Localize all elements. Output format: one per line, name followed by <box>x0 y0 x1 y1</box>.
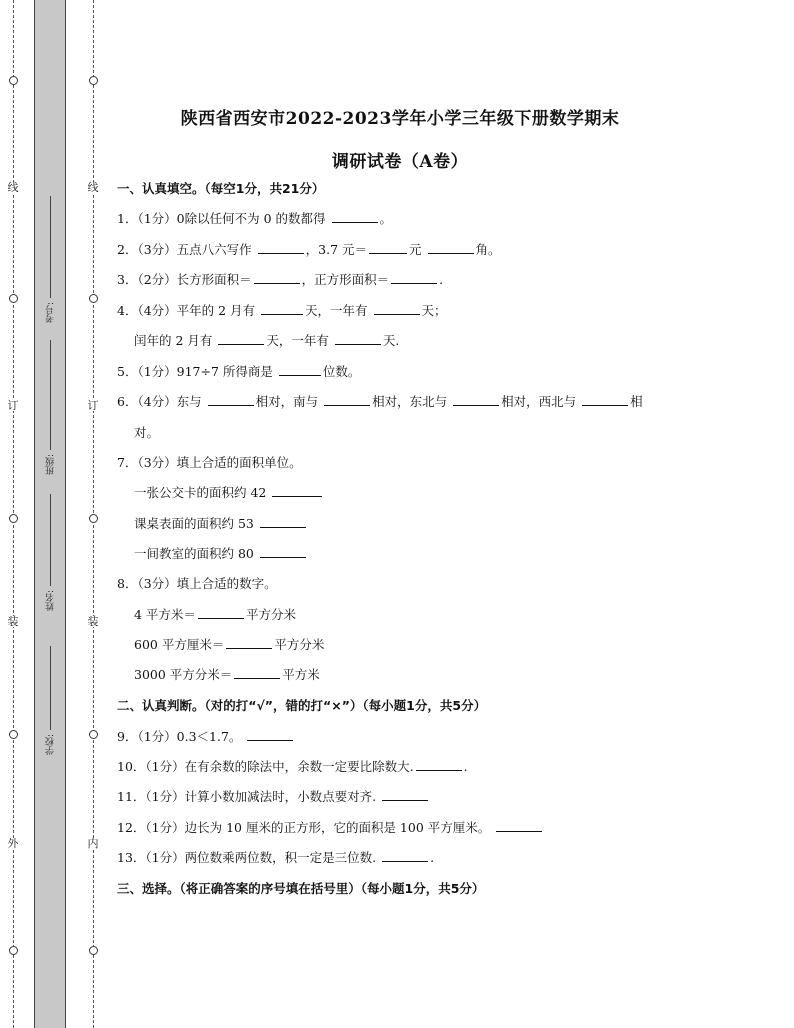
question-text: ，正方形面积＝ <box>301 272 390 287</box>
question-5 <box>117 365 360 379</box>
question-13 <box>117 851 434 865</box>
answer-blank[interactable] <box>247 730 293 741</box>
school-field[interactable] <box>40 646 60 755</box>
question-text: . <box>430 850 435 865</box>
binding-hole-icon <box>9 76 18 85</box>
question-text: 1．（1分）0除以任何不为 0 的数都得 <box>117 211 326 226</box>
answer-blank[interactable] <box>496 821 542 832</box>
answer-blank[interactable] <box>332 212 378 223</box>
question-text: 600 平方厘米＝ <box>134 637 225 652</box>
margin-char-ding: 订 <box>7 399 19 412</box>
question-text: 13．（1分）两位数乘两位数，积一定是三位数. <box>117 850 377 865</box>
margin-char-nei: 内 <box>87 837 99 850</box>
question-4 <box>117 304 447 318</box>
question-text: 。 <box>379 211 393 226</box>
margin-char-xian: 线 <box>7 181 19 194</box>
question-8-item <box>134 638 324 652</box>
answer-blank[interactable] <box>428 243 474 254</box>
question-text: 3000 平方分米＝ <box>134 667 233 682</box>
question-7: 7．（3分）填上合适的面积单位。 <box>117 455 302 470</box>
field-label: 考号: <box>45 302 56 324</box>
question-9 <box>117 730 295 744</box>
question-text: 2．（3分）五点八六写作 <box>117 242 252 257</box>
question-text: 相对，西北与 <box>501 394 577 409</box>
answer-blank[interactable] <box>391 273 437 284</box>
question-text: 12．（1分）边长为 10 厘米的正方形，它的面积是 100 平方厘米。 <box>117 820 491 835</box>
question-text: 6．（4分）东与 <box>117 394 202 409</box>
question-7-item <box>134 547 308 561</box>
field-label: 学校: <box>45 734 56 756</box>
question-text: 5．（1分）917÷7 所得商是 <box>117 364 273 379</box>
page-subtitle: 调研试卷（A卷） <box>331 152 469 172</box>
binding-hole-icon <box>9 730 18 739</box>
binding-hole-icon <box>89 730 98 739</box>
binding-hole-icon <box>9 514 18 523</box>
question-text: 一张公交卡的面积约 42 <box>134 485 267 500</box>
question-text: 4．（4分）平年的 2 月有 <box>117 303 256 318</box>
answer-blank[interactable] <box>369 243 407 254</box>
answer-blank[interactable] <box>279 365 321 376</box>
margin-char-wai: 外 <box>7 837 19 850</box>
exam-number-field[interactable] <box>40 196 60 323</box>
field-label: 班级: <box>45 454 56 476</box>
answer-blank[interactable] <box>198 608 244 619</box>
question-3 <box>117 273 443 287</box>
question-2 <box>117 243 501 257</box>
field-line <box>50 646 51 730</box>
margin-char-zhuang: 装 <box>7 615 19 628</box>
question-text: . <box>463 759 468 774</box>
answer-blank[interactable] <box>453 395 499 406</box>
answer-blank[interactable] <box>234 668 280 679</box>
question-text: 相 <box>630 394 643 409</box>
answer-blank[interactable] <box>260 517 306 528</box>
question-6-continued: 对。 <box>134 425 160 440</box>
question-text: 元 <box>409 242 422 257</box>
question-text: 角。 <box>475 242 501 257</box>
question-text: 天，一年有 <box>305 303 368 318</box>
question-6 <box>117 395 643 409</box>
answer-blank[interactable] <box>382 790 428 801</box>
margin-char-xian: 线 <box>87 181 99 194</box>
question-8: 8．（3分）填上合适的数字。 <box>117 576 277 591</box>
answer-blank[interactable] <box>335 334 381 345</box>
question-8-item <box>134 608 296 622</box>
question-text: 9．（1分）0.3＜1.7。 <box>117 729 242 744</box>
question-12 <box>117 821 544 835</box>
binding-hole-icon <box>9 946 18 955</box>
section-heading: 二、认真判断。（对的打“√”，错的打“×”）（每小题1分，共5分） <box>117 698 487 713</box>
question-text: 位数。 <box>322 364 361 379</box>
question-8-item <box>134 668 320 682</box>
question-text: 10．（1分）在有余数的除法中，余数一定要比除数大. <box>117 759 414 774</box>
question-7-item <box>134 486 324 500</box>
field-label: 姓名: <box>45 590 56 612</box>
question-text: 闰年的 2 月有 <box>134 333 213 348</box>
answer-blank[interactable] <box>226 638 272 649</box>
question-text: 课桌表面的面积约 53 <box>134 516 254 531</box>
binding-hole-icon <box>9 294 18 303</box>
question-text: 平方米 <box>282 667 320 682</box>
field-line <box>50 494 51 586</box>
margin-char-zhuang: 装 <box>87 615 99 628</box>
question-text: 天； <box>421 303 447 318</box>
binding-hole-icon <box>89 946 98 955</box>
answer-blank[interactable] <box>374 304 420 315</box>
field-line <box>50 196 51 298</box>
section-heading: 一、认真填空。（每空1分，共21分） <box>117 181 325 196</box>
answer-blank[interactable] <box>582 395 628 406</box>
question-text: 天，一年有 <box>266 333 329 348</box>
name-field[interactable] <box>40 494 60 611</box>
section-heading: 三、选择。（将正确答案的序号填在括号里）（每小题1分，共5分） <box>117 881 485 896</box>
question-text: . <box>439 272 444 287</box>
class-field[interactable] <box>40 340 60 475</box>
question-text: 相对，南与 <box>255 394 319 409</box>
binding-hole-icon <box>89 76 98 85</box>
question-1 <box>117 212 392 226</box>
answer-blank[interactable] <box>382 851 428 862</box>
question-text: 一间教室的面积约 80 <box>134 546 254 561</box>
page-title: 陕西省西安市2022-2023学年小学三年级下册数学期末 <box>180 109 620 129</box>
answer-blank[interactable] <box>254 273 300 284</box>
question-text: 平方分米 <box>274 637 325 652</box>
question-text: 3．（2分）长方形面积＝ <box>117 272 252 287</box>
answer-blank[interactable] <box>208 395 254 406</box>
question-7-item <box>134 517 308 531</box>
question-10 <box>117 760 468 774</box>
margin-char-ding: 订 <box>87 399 99 412</box>
question-text: 相对，东北与 <box>372 394 448 409</box>
question-4-continued <box>134 334 399 348</box>
question-text: 11．（1分）计算小数加减法时，小数点要对齐. <box>117 789 377 804</box>
answer-blank[interactable] <box>272 486 322 497</box>
binding-hole-icon <box>89 514 98 523</box>
question-11 <box>117 790 430 804</box>
answer-blank[interactable] <box>324 395 370 406</box>
binding-hole-icon <box>89 294 98 303</box>
field-line <box>50 340 51 450</box>
answer-blank[interactable] <box>260 547 306 558</box>
answer-blank[interactable] <box>261 304 303 315</box>
answer-blank[interactable] <box>218 334 264 345</box>
answer-blank[interactable] <box>258 243 304 254</box>
question-text: ，3.7 元＝ <box>305 242 367 257</box>
answer-blank[interactable] <box>416 760 462 771</box>
question-text: 天. <box>382 333 400 348</box>
question-text: 4 平方米＝ <box>134 607 196 622</box>
question-text: 平方分米 <box>245 607 296 622</box>
